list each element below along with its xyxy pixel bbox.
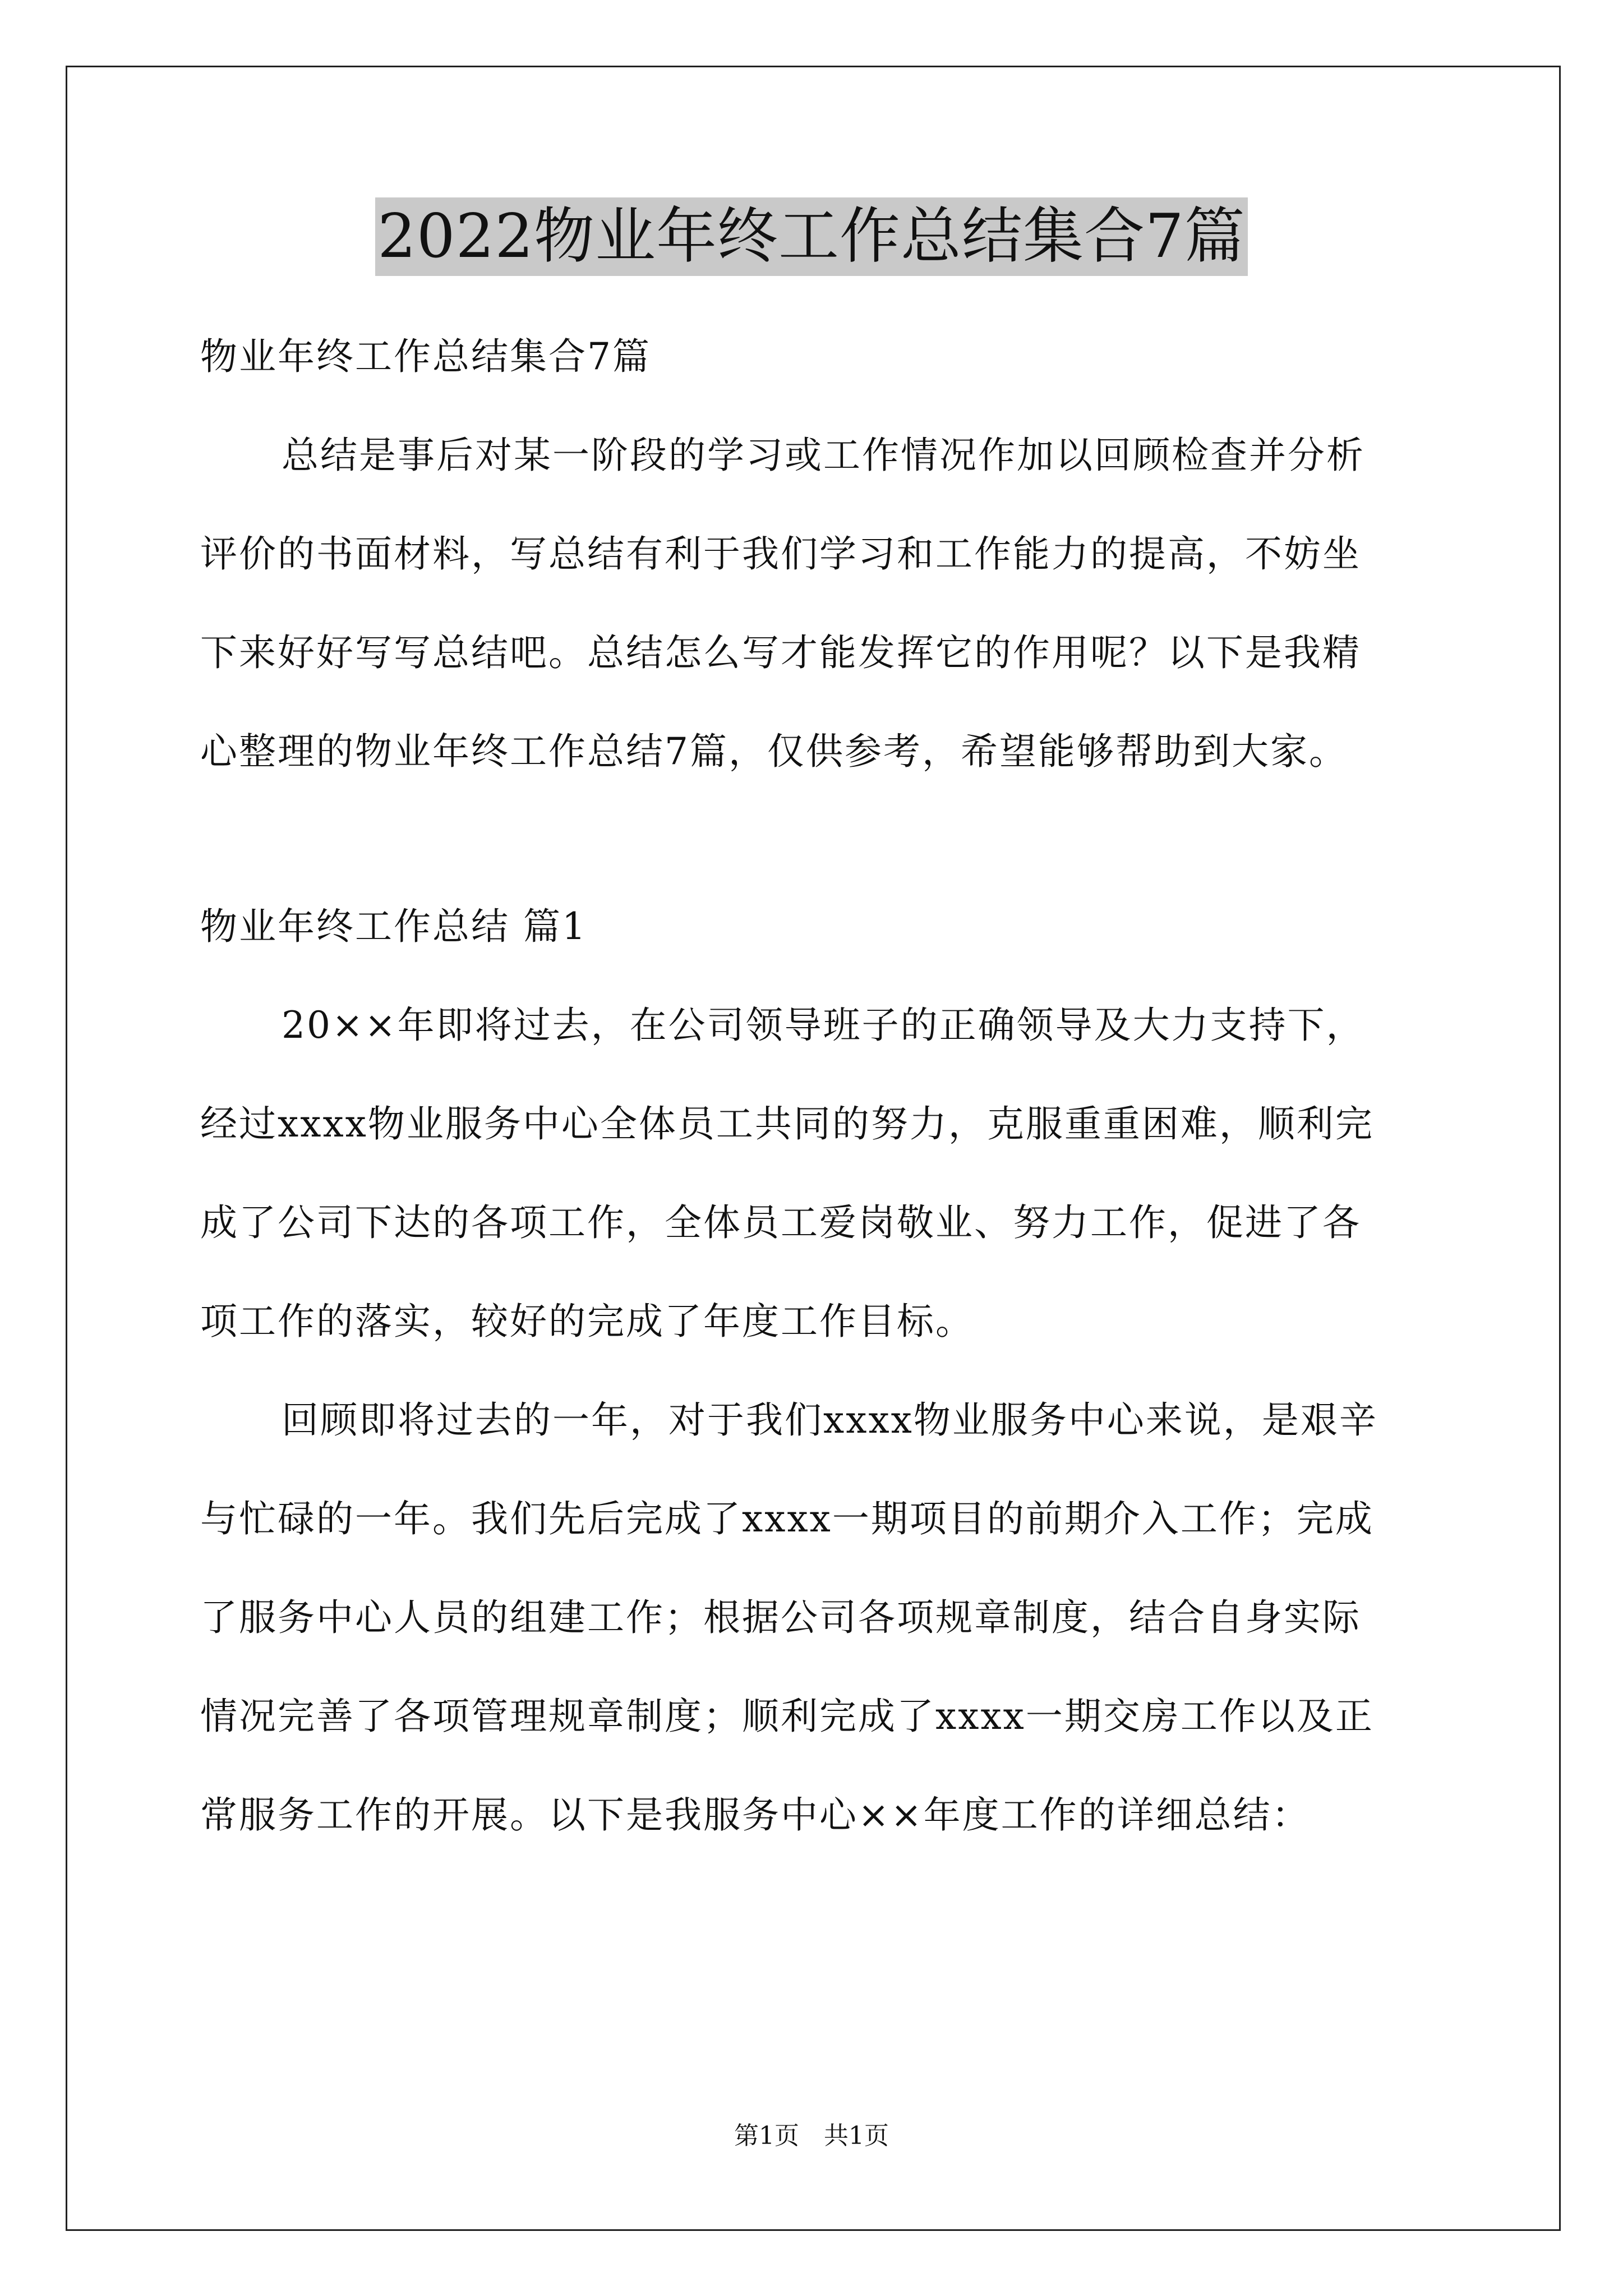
document-title (0, 197, 1623, 276)
paragraph-line: 成了公司下达的各项工作，全体员工爱岗敬业、努力工作，促进了各 (200, 1201, 1361, 1244)
paragraph-2 (200, 1395, 1426, 1888)
paragraph-line: 20××年即将过去，在公司领导班子的正确领导及大力支持下， (282, 1004, 1365, 1047)
intro-line: 评价的书面材料，写总结有利于我们学习和工作能力的提高，不妨坐 (200, 532, 1361, 576)
paragraph-line: 项工作的落实，较好的完成了年度工作目标。 (200, 1300, 974, 1343)
paragraph-line: 经过xxxx物业服务中心全体员工共同的努力，克服重重困难，顺利完 (200, 1102, 1374, 1145)
paragraph-line: 了服务中心人员的组建工作；根据公司各项规章制度，结合自身实际 (200, 1596, 1361, 1639)
intro-line: 总结是事后对某一阶段的学习或工作情况作加以回顾检查并分析 (282, 434, 1365, 477)
intro-paragraph (200, 430, 1426, 825)
paragraph-line: 与忙碌的一年。我们先后完成了xxxx一期项目的前期介入工作；完成 (200, 1497, 1374, 1540)
paragraph-1 (200, 1000, 1426, 1395)
document-title-text: 2022物业年终工作总结集合7篇 (375, 197, 1248, 276)
intro-line: 下来好好写写总结吧。总结怎么写才能发挥它的作用呢？以下是我精 (200, 631, 1361, 674)
page-footer: 第1页 共1页 (734, 2122, 889, 2150)
document-subtitle: 物业年终工作总结集合7篇 (200, 335, 651, 378)
paragraph-line: 回顾即将过去的一年，对于我们xxxx物业服务中心来说，是艰辛 (282, 1398, 1378, 1442)
paragraph-line: 常服务工作的开展。以下是我服务中心××年度工作的详细总结： (200, 1793, 1311, 1837)
paragraph-line: 情况完善了各项管理规章制度；顺利完成了xxxx一期交房工作以及正 (200, 1695, 1374, 1738)
intro-line: 心整理的物业年终工作总结7篇，仅供参考，希望能够帮助到大家。 (200, 730, 1348, 773)
document-body (200, 331, 1426, 1888)
section-heading: 物业年终工作总结 篇1 (200, 905, 587, 948)
